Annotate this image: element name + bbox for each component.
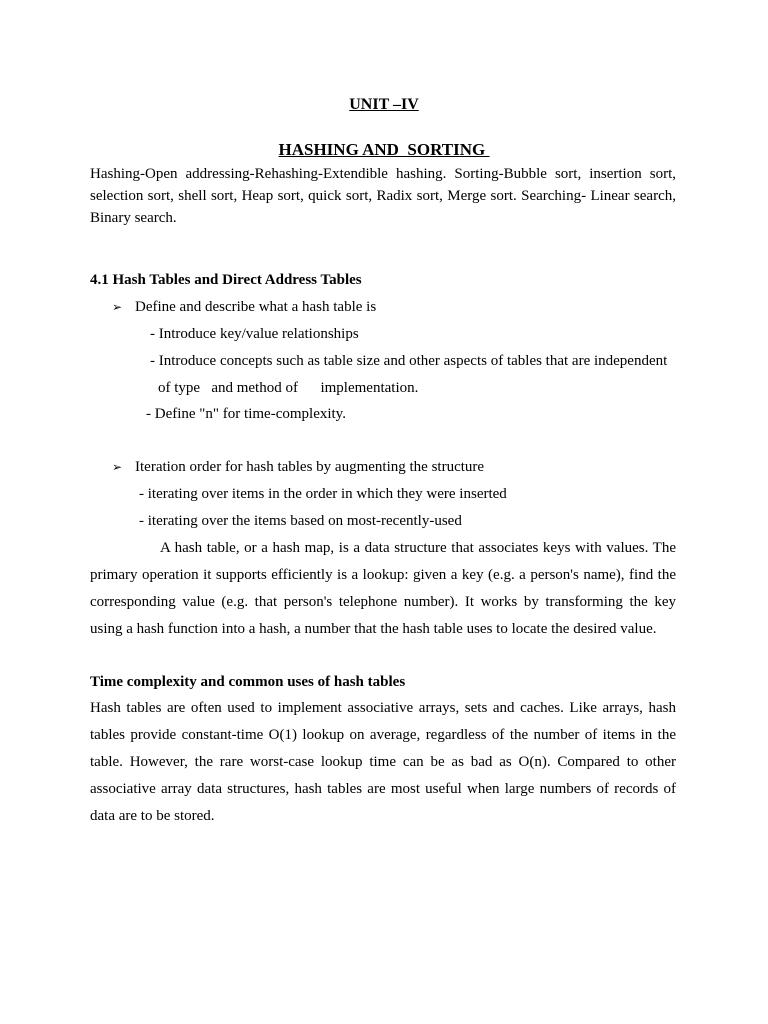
- section-heading-time-complexity: Time complexity and common uses of hash tables: [90, 674, 406, 690]
- sub-item-key-value: - Introduce key/value relationships: [150, 326, 359, 342]
- main-title: [0, 140, 768, 160]
- bullet-item-iteration-order: [112, 457, 484, 477]
- bullet-text: Define and describe what a hash table is: [135, 299, 377, 315]
- hash-table-definition-paragraph: [90, 535, 676, 643]
- bullet-item-define-hash-table: [112, 297, 376, 317]
- time-complexity-paragraph: Hash tables are often used to implement associative arrays, sets and caches. Like arrays, hash tables provide constant-time O(1) lookup on average, regardless of the number of items in the table. However, the rare worst-case lookup time can be as bad as O(n). Compared to other associative array data structures, hash tables are most useful when large numbers of records of data are to be stored.: [90, 700, 676, 824]
- paragraph-text: A hash table, or a hash map, is a data structure that associates keys with values. The primary operation it supports efficiently is a lookup: given a key (e.g. a person's name), find the corresponding value (e.g. that person's telephone number). It works by transforming the key using a hash function into a hash, a number that the hash table uses to locate the desired value.: [90, 540, 676, 637]
- sub-item-continuation: of type and method of implementation.: [158, 380, 419, 396]
- unit-title: UNIT –IV: [349, 96, 419, 113]
- bullet-text: Iteration order for hash tables by augmenting the structure: [135, 459, 485, 475]
- sub-item-recently-used: - iterating over the items based on most-recently-used: [139, 513, 462, 529]
- arrow-bullet-icon: ➢: [112, 300, 123, 314]
- sub-item-define-n: - Define "n" for time-complexity.: [146, 406, 346, 422]
- section-heading-hash-tables: 4.1 Hash Tables and Direct Address Tables: [90, 272, 362, 288]
- arrow-bullet-icon: ➢: [112, 460, 123, 474]
- main-title-text: HASHING AND SORTING: [278, 140, 490, 159]
- syllabus-paragraph: Hashing-Open addressing-Rehashing-Extendible hashing. Sorting-Bubble sort, insertion sort, selection sort, shell sort, Heap sort, quick sort, Radix sort, Merge sort. Searching- Linear search, Binary search.: [90, 166, 676, 226]
- sub-item-table-size: - Introduce concepts such as table size and other aspects of tables that are independent: [150, 353, 668, 369]
- sub-item-insertion-order: - iterating over items in the order in which they were inserted: [139, 486, 507, 502]
